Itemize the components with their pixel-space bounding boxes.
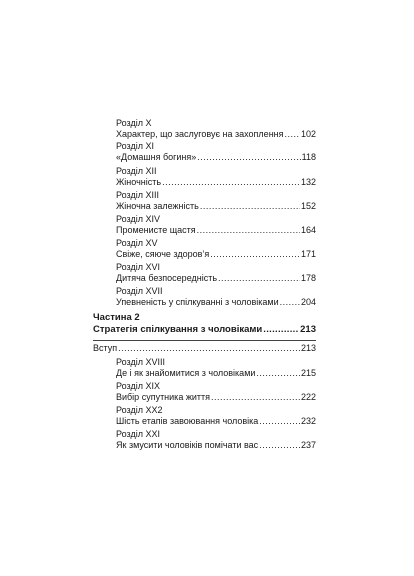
page-number: 102 <box>300 129 316 139</box>
intro-title: Вступ <box>93 343 118 353</box>
page-number: 132 <box>300 177 316 187</box>
chapter-number: Розділ XVII <box>116 286 163 296</box>
part-title: Стратегія спілкування з чоловіками <box>93 324 263 335</box>
chapter-title: Променисте щастя <box>116 225 196 235</box>
toc-entry-chapter-19 <box>116 381 316 403</box>
page-number: 222 <box>300 392 316 402</box>
page-number: 171 <box>300 249 316 259</box>
page-number: 213 <box>300 324 316 335</box>
page-number: 164 <box>300 225 316 235</box>
chapter-number: Розділ XIX <box>116 381 160 391</box>
toc-line <box>116 225 316 236</box>
page-number: 237 <box>300 440 316 450</box>
toc-entry-intro <box>93 343 316 354</box>
chapter-number: Розділ XV <box>116 238 158 248</box>
chapter-number: Розділ XVIII <box>116 357 165 367</box>
dot-leader <box>210 249 300 260</box>
toc-entry-chapter-20 <box>116 405 316 427</box>
chapter-title: Упевненість у спілкуванні з чоловіками <box>116 297 279 307</box>
toc-line <box>93 343 316 354</box>
toc-line <box>93 324 316 336</box>
page-number: 178 <box>300 273 316 283</box>
chapter-number: Розділ XX2 <box>116 405 163 415</box>
chapter-number: Розділ X <box>116 118 152 128</box>
toc-entry-chapter-11 <box>116 141 316 163</box>
toc-line <box>116 368 316 379</box>
toc-entry-chapter-17 <box>116 286 316 308</box>
chapter-title: Жіночність <box>116 177 162 187</box>
toc-line <box>116 273 316 284</box>
chapter-title: Де і як знайомитися з чоловіками <box>116 368 256 378</box>
dot-leader <box>285 129 300 140</box>
dot-leader <box>197 152 300 163</box>
chapter-title: Дитяча безпосередність <box>116 273 218 283</box>
dot-leader <box>218 273 300 284</box>
toc-entry-chapter-15 <box>116 238 316 260</box>
toc-line <box>116 249 316 260</box>
divider <box>93 340 316 341</box>
toc-line <box>116 416 316 427</box>
chapter-number: Розділ XIII <box>116 190 159 200</box>
dot-leader <box>200 201 300 212</box>
toc-entry-chapter-10 <box>116 118 316 140</box>
chapter-number: Розділ XII <box>116 166 157 176</box>
dot-leader <box>197 225 300 236</box>
chapter-number: Розділ XVI <box>116 262 160 272</box>
chapter-title: Характер, що заслуговує на захоплення <box>116 129 284 139</box>
page-number: 213 <box>300 343 316 353</box>
toc-line <box>116 152 316 163</box>
page-number: 215 <box>300 368 316 378</box>
dot-leader <box>259 440 300 451</box>
dot-leader <box>259 416 300 427</box>
chapter-number: Розділ XI <box>116 141 154 151</box>
toc-line <box>116 201 316 212</box>
page-number: 232 <box>300 416 316 426</box>
chapter-number: Розділ XXI <box>116 429 160 439</box>
dot-leader <box>263 324 299 336</box>
toc-entry-chapter-12 <box>116 166 316 188</box>
dot-leader <box>256 368 300 379</box>
toc-line <box>116 297 316 308</box>
dot-leader <box>162 177 300 188</box>
dot-leader <box>280 297 300 308</box>
toc-entry-chapter-16 <box>116 262 316 284</box>
chapter-title: Жіночна залежність <box>116 201 199 211</box>
chapter-title: «Домашня богиня» <box>116 152 197 162</box>
chapter-title: Шість етапів завоювання чоловіка <box>116 416 259 426</box>
dot-leader <box>118 343 300 354</box>
page-number: 118 <box>301 152 316 162</box>
chapter-number: Розділ XIV <box>116 214 160 224</box>
toc-entry-chapter-14 <box>116 214 316 236</box>
toc-entry-chapter-13 <box>116 190 316 212</box>
part-label: Частина 2 <box>93 312 140 323</box>
toc-entry-chapter-21 <box>116 429 316 451</box>
chapter-title: Вибір супутника життя <box>116 392 210 402</box>
toc-line <box>116 129 316 140</box>
toc-line <box>116 392 316 403</box>
toc-line <box>116 177 316 188</box>
page-number: 152 <box>300 201 316 211</box>
chapter-title: Свіже, сяюче здоров’я <box>116 249 210 259</box>
page-number: 204 <box>300 297 316 307</box>
dot-leader <box>211 392 300 403</box>
toc-part-2 <box>93 312 316 336</box>
toc-line <box>116 440 316 451</box>
toc-entry-chapter-18 <box>116 357 316 379</box>
chapter-title: Як змусити чоловіків помічати вас <box>116 440 259 450</box>
